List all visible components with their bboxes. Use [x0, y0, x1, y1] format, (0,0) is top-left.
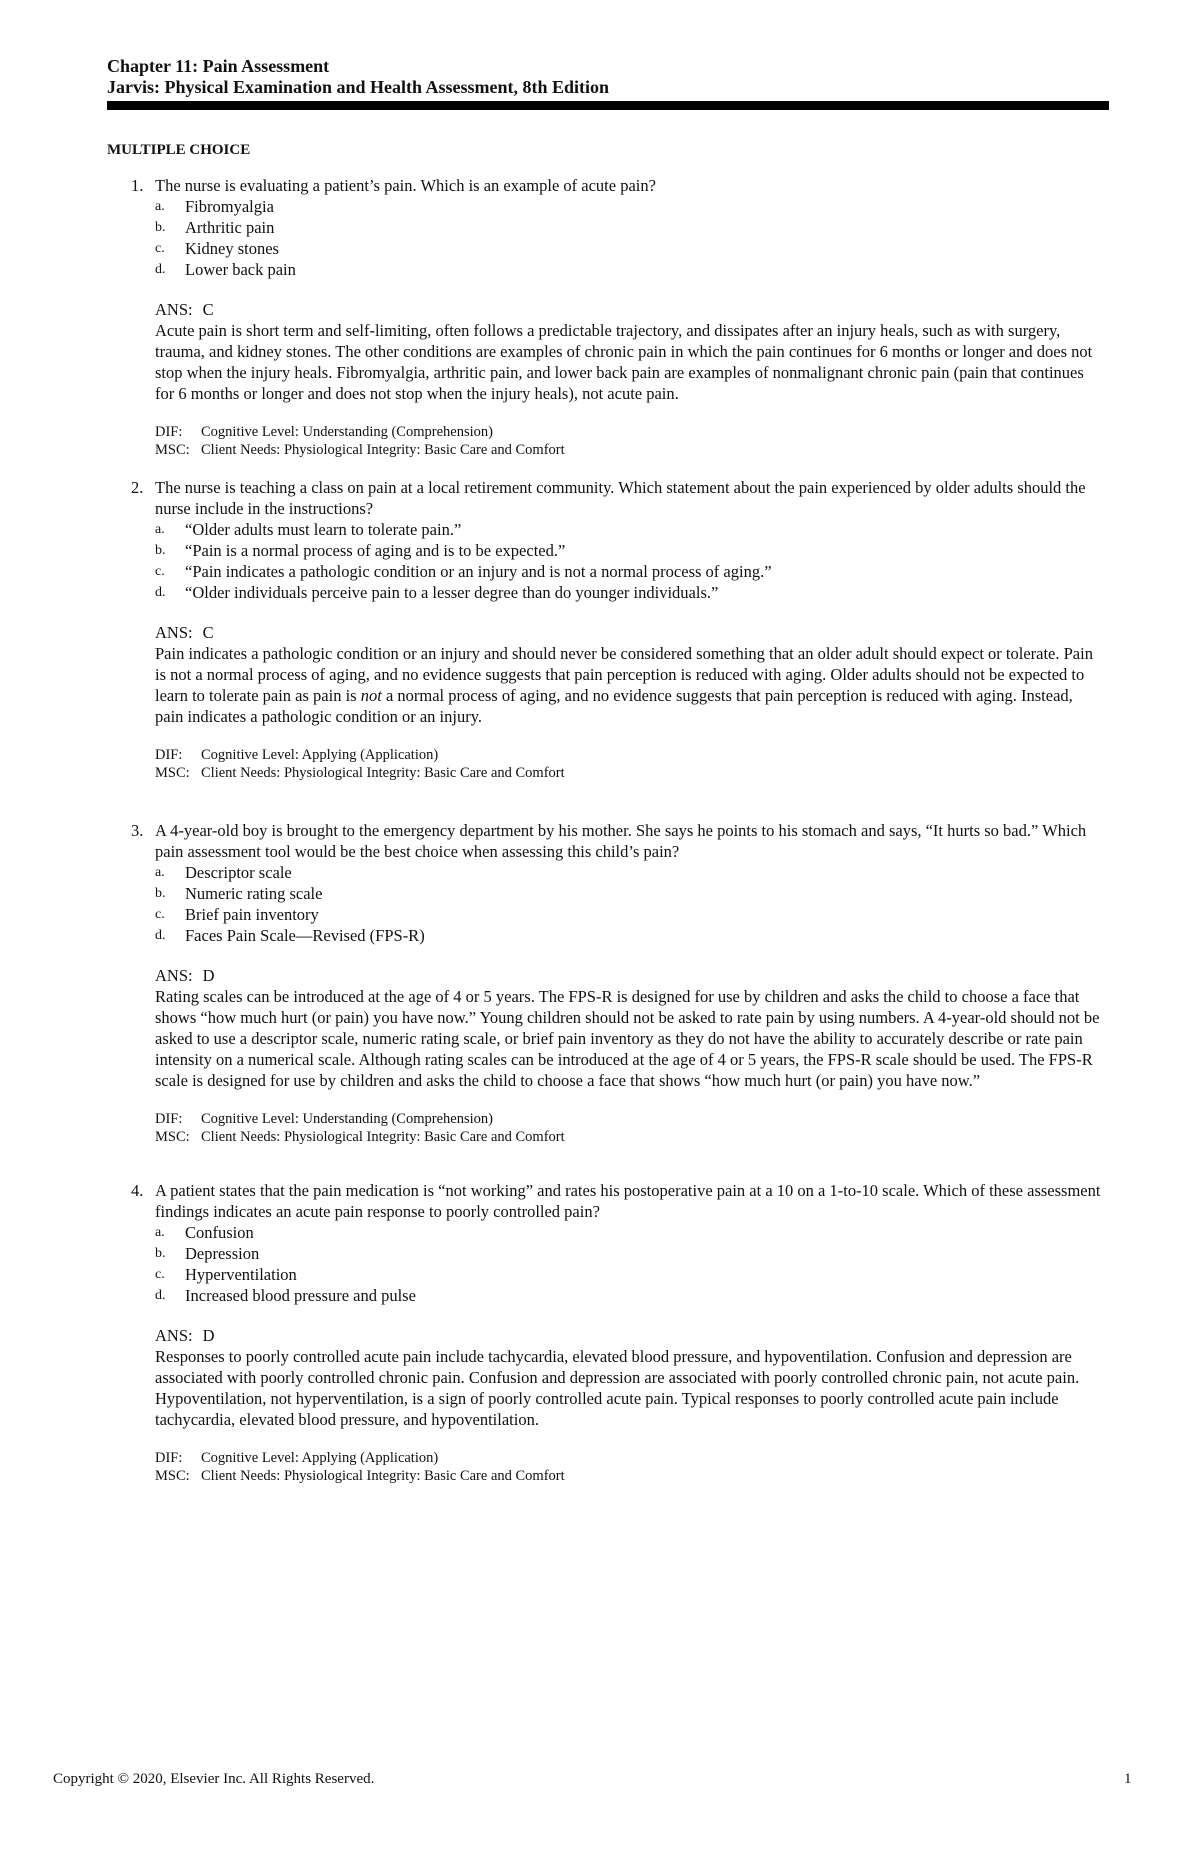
msc-value: Client Needs: Physiological Integrity: Basic Care and Comfort: [201, 765, 565, 781]
question-number: 2.: [131, 478, 144, 497]
msc-value: Client Needs: Physiological Integrity: Basic Care and Comfort: [201, 1129, 565, 1145]
option-a: a. “Older adults must learn to tolerate pain.”: [155, 520, 462, 539]
question-stem: The nurse is teaching a class on pain at a local retirement community. Which statement about the pain experienced by older adults should the nurse include in the instructions?: [155, 478, 1086, 518]
option-d: d. “Older individuals perceive pain to a lesser degree than do younger individuals.”: [155, 583, 719, 602]
emphasis-not: not: [360, 686, 382, 705]
meta-block: [155, 1449, 1107, 1485]
dif-label: DIF:: [155, 1450, 183, 1466]
question-stem: The nurse is evaluating a patient’s pain. Which is an example of acute pain?: [155, 176, 656, 195]
answer-block: [155, 299, 1105, 404]
answer-block: [155, 622, 1105, 727]
section-heading: MULTIPLE CHOICE: [107, 142, 251, 158]
options-list: [155, 519, 1107, 603]
msc-value: Client Needs: Physiological Integrity: Basic Care and Comfort: [201, 442, 565, 458]
msc-label: MSC:: [155, 765, 190, 781]
msc-label: MSC:: [155, 442, 190, 458]
header-rule: [107, 101, 1109, 110]
option-c: c. Hyperventilation: [155, 1265, 297, 1284]
dif-value: Cognitive Level: Applying (Application): [201, 747, 439, 763]
meta-block: [155, 1110, 1107, 1146]
dif-value: Cognitive Level: Understanding (Comprehension): [201, 1111, 493, 1127]
option-b: b. Depression: [155, 1244, 260, 1263]
rationale: Acute pain is short term and self-limiting, often follows a predictable trajectory, and dissipates after an injury heals, such as with surgery, trauma, and kidney stones. The other conditions are examples of chronic pain in which the pain continues for 6 months or longer and does not stop when the injury heals. Fibromyalgia, arthritic pain, and lower back pain are examples of nonmalignant chronic pain (pain that continues for 6 months or longer and does not stop when the injury heals), not acute pain.: [155, 321, 1093, 403]
option-a: a. Confusion: [155, 1223, 254, 1242]
meta-block: [155, 746, 1107, 782]
option-b: b. “Pain is a normal process of aging and is to be expected.”: [155, 541, 566, 560]
question-3: [107, 820, 1107, 1146]
question-number: 3.: [131, 821, 144, 840]
book-title: Jarvis: Physical Examination and Health Assessment, 8th Edition: [107, 77, 610, 97]
question-2: [107, 477, 1107, 782]
question-1: [107, 175, 1107, 459]
dif-value: Cognitive Level: Applying (Application): [201, 1450, 439, 1466]
option-d: d. Increased blood pressure and pulse: [155, 1286, 416, 1305]
option-b: b. Arthritic pain: [155, 218, 275, 237]
msc-label: MSC:: [155, 1129, 190, 1145]
answer-label: ANS:: [155, 300, 193, 319]
page-number: 1: [1124, 1771, 1132, 1787]
answer-label: ANS:: [155, 966, 193, 985]
answer-value: C: [202, 300, 214, 319]
options-list: [155, 1222, 1107, 1306]
question-stem: A 4-year-old boy is brought to the emergency department by his mother. She says he points to his stomach and says, “It hurts so bad.” Which pain assessment tool would be the best choice when assessing this child’s pain?: [155, 821, 1087, 861]
copyright-notice: Copyright © 2020, Elsevier Inc. All Rights Reserved.: [53, 1771, 375, 1787]
dif-label: DIF:: [155, 1111, 183, 1127]
chapter-title: Chapter 11: Pain Assessment: [107, 56, 330, 76]
answer-label: ANS:: [155, 623, 193, 642]
rationale: Rating scales can be introduced at the age of 4 or 5 years. The FPS-R is designed for use by children and asks the child to choose a face that shows “how much hurt (or pain) you have now.” Young children should not be asked to rate pain by using numbers. A 4-year-old should not be asked to use a descriptor scale, numeric rating scale, or brief pain inventory as they do not have the ability to accurately describe or rate pain intensity on a numerical scale. Although rating scales can be introduced at the age of 4 or 5 years, the FPS-R scale should be used. The FPS-R scale is designed for use by children and asks the child to choose a face that shows “how much hurt (or pain) you have now.”: [155, 987, 1100, 1090]
dif-value: Cognitive Level: Understanding (Comprehension): [201, 424, 493, 440]
rationale: Pain indicates a pathologic condition or an injury and should never be considered something that an older adult should expect or tolerate. Pain is not a normal process of aging, and no evidence suggests that pain perception is reduced with aging. Older adults should not be expected to learn to tolerate pain as pain is not a normal process of aging, and no evidence suggests that pain perception is reduced with aging. Instead, pain indicates a pathologic condition or an injury.: [155, 644, 1093, 726]
meta-block: [155, 423, 1107, 459]
msc-label: MSC:: [155, 1468, 190, 1484]
answer-value: D: [202, 1326, 215, 1345]
option-d: d. Lower back pain: [155, 260, 296, 279]
answer-block: [155, 965, 1105, 1091]
option-c: c. Brief pain inventory: [155, 905, 319, 924]
answer-value: C: [202, 623, 214, 642]
document-header: [107, 56, 1107, 98]
question-4: [107, 1180, 1107, 1485]
answer-label: ANS:: [155, 1326, 193, 1345]
rationale: Responses to poorly controlled acute pain include tachycardia, elevated blood pressure, and hypoventilation. Confusion and depression are associated with poorly controlled chronic pain. Confusion and depression are associated with poorly controlled chronic pain, not acute pain. Hypoventilation, not hyperventilation, is a sign of poorly controlled acute pain. Typical responses to poorly controlled acute pain include tachycardia, elevated blood pressure, and hypoventilation.: [155, 1347, 1080, 1429]
options-list: [155, 862, 1107, 946]
question-number: 1.: [131, 176, 144, 195]
dif-label: DIF:: [155, 747, 183, 763]
dif-label: DIF:: [155, 424, 183, 440]
question-stem: A patient states that the pain medication is “not working” and rates his postoperative pain at a 10 on a 1-to-10 scale. Which of these assessment findings indicates an acute pain response to poorly controlled pain?: [155, 1181, 1101, 1221]
option-b: b. Numeric rating scale: [155, 884, 323, 903]
option-a: a. Fibromyalgia: [155, 197, 274, 216]
options-list: [155, 196, 1107, 280]
msc-value: Client Needs: Physiological Integrity: Basic Care and Comfort: [201, 1468, 565, 1484]
answer-block: [155, 1325, 1105, 1430]
option-a: a. Descriptor scale: [155, 863, 292, 882]
option-c: c. “Pain indicates a pathologic condition or an injury and is not a normal process of aging.”: [155, 562, 772, 581]
option-d: d. Faces Pain Scale—Revised (FPS-R): [155, 926, 425, 945]
question-number: 4.: [131, 1181, 144, 1200]
option-c: c. Kidney stones: [155, 239, 279, 258]
answer-value: D: [202, 966, 215, 985]
